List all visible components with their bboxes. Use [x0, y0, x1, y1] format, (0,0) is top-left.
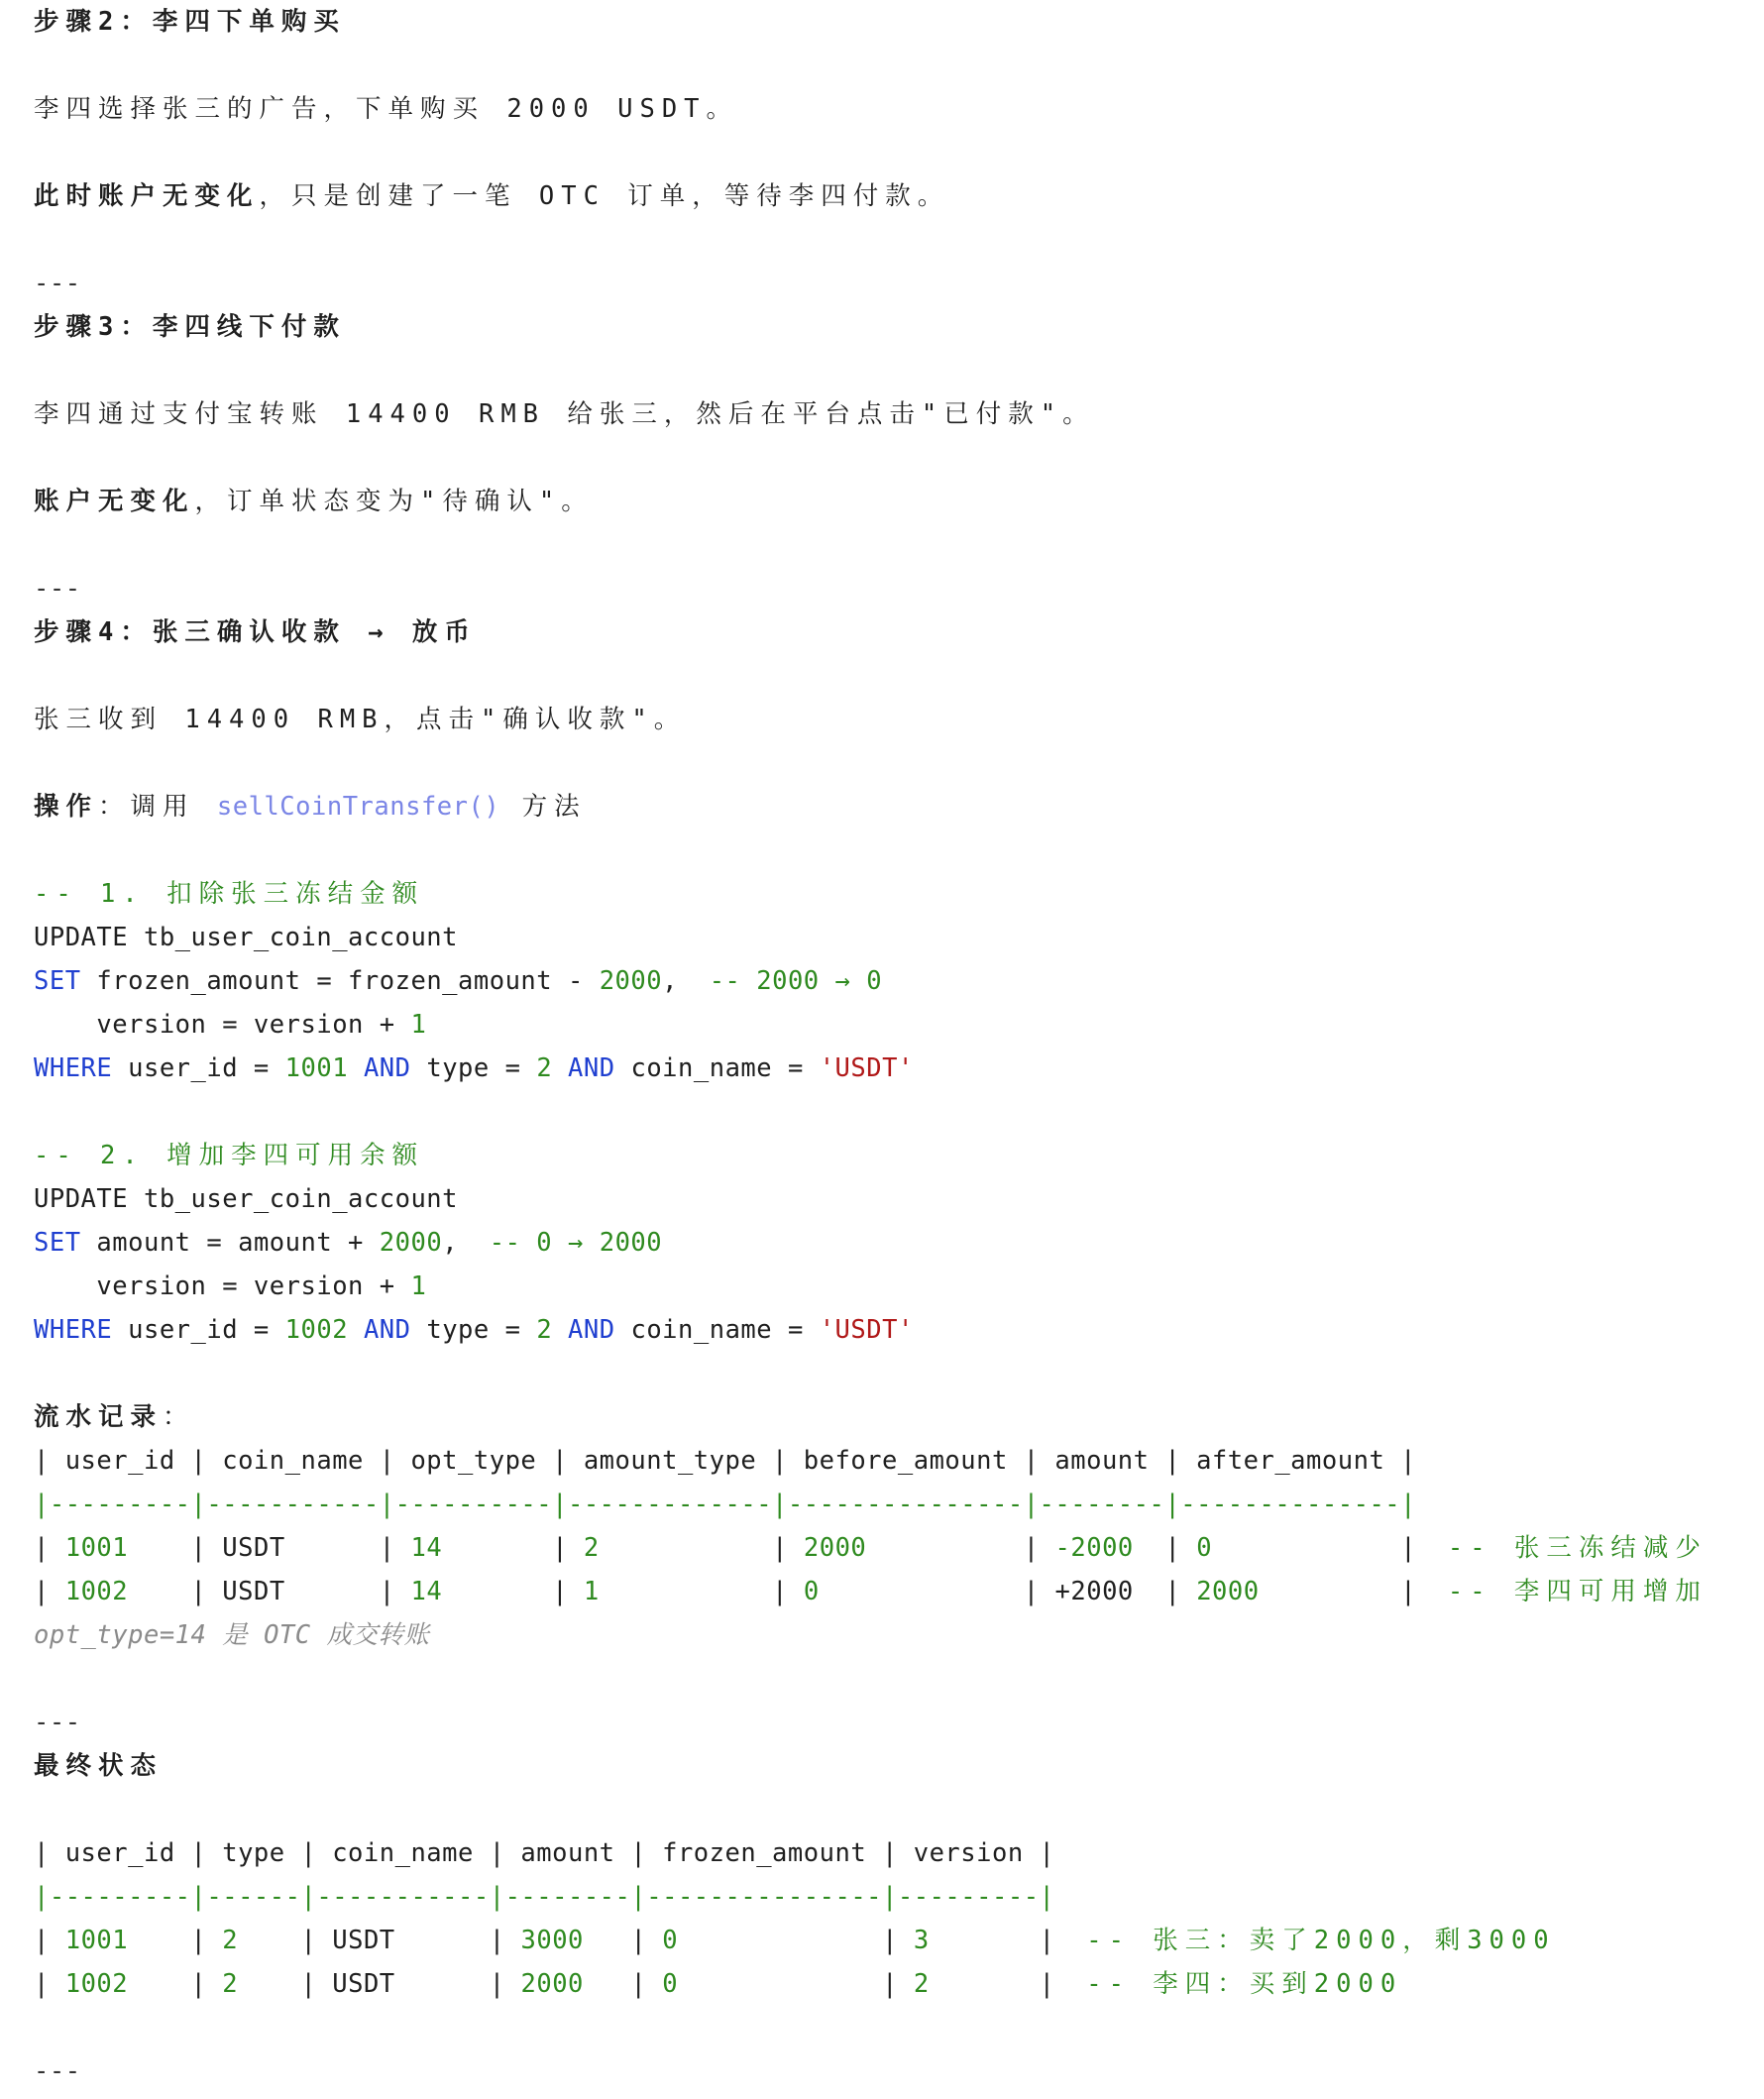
cell-opt-type: 14	[410, 1577, 443, 1606]
operation-mid: ：调用	[98, 792, 217, 822]
sql2-where	[34, 1308, 1764, 1352]
sql-number: 2	[536, 1053, 553, 1083]
cell-amount: 3000	[520, 1926, 584, 1955]
step2-note	[34, 174, 1764, 218]
table-row: | 1001 | USDT | 14 | 2 | 2000 | -2000 | 0 | -- 张三冻结减少	[34, 1533, 1708, 1563]
step2-paragraph: 李四选择张三的广告，下单购买 2000 USDT。	[34, 94, 739, 124]
sql-number: 1001	[284, 1053, 349, 1083]
divider: ---	[34, 2056, 81, 2086]
sql-string: 'USDT'	[819, 1053, 914, 1083]
sql-expr: amount = amount +	[80, 1228, 380, 1258]
table-row: | 1001 | 2 | USDT | 3000 | 0 | 3 | -- 张三：卖了2000，剩3000	[34, 1926, 1556, 1955]
sql1-update: UPDATE tb_user_coin_account	[34, 923, 459, 952]
cell-after-amount: 2000	[1196, 1577, 1260, 1606]
cell-before-amount: 2000	[803, 1533, 867, 1563]
operation-end: 方法	[499, 792, 587, 822]
sql-keyword: SET	[34, 966, 81, 996]
step2-note-rest: ，只是创建了一笔 OTC 订单，等待李四付款。	[259, 181, 950, 211]
sql-keyword: SET	[34, 1228, 81, 1258]
sql-keyword: AND	[363, 1315, 411, 1345]
divider: ---	[34, 269, 81, 298]
cell-before-amount: 0	[803, 1577, 820, 1606]
step4-operation	[34, 785, 1764, 829]
cell-type: 2	[222, 1969, 239, 1999]
cell-frozen-amount: 0	[662, 1969, 679, 1999]
sql-number: 1002	[284, 1315, 349, 1345]
sql-expr: coin_name =	[614, 1053, 820, 1083]
flow-table-header: | user_id | coin_name | opt_type | amount_type | before_amount | amount | after_amount |	[34, 1446, 1417, 1476]
row-comment: -- 张三：卖了2000，剩3000	[1086, 1926, 1556, 1955]
cell-user-id: 1002	[64, 1969, 129, 1999]
sql-expr: user_id =	[112, 1053, 285, 1083]
sql-punct: ,	[442, 1228, 490, 1258]
sql-number: 2000	[379, 1228, 443, 1258]
flow-note: opt_type=14 是 OTC 成交转账	[34, 1620, 430, 1650]
sql-inline-comment: -- 2000 → 0	[709, 966, 883, 996]
sql-number: 2	[536, 1315, 553, 1345]
step3-note-rest: ，订单状态变为"待确认"。	[194, 487, 594, 516]
flow-title-colon: ：	[163, 1402, 189, 1432]
row-comment: -- 李四可用增加	[1447, 1577, 1708, 1606]
cell-type: 2	[222, 1926, 239, 1955]
cell-amount: +2000	[1054, 1577, 1134, 1606]
cell-amount: -2000	[1054, 1533, 1134, 1563]
cell-opt-type: 14	[410, 1533, 443, 1563]
cell-user-id: 1002	[64, 1577, 129, 1606]
operation-label: 操作	[34, 792, 99, 822]
sql-keyword: AND	[568, 1053, 615, 1083]
step4-paragraph: 张三收到 14400 RMB，点击"确认收款"。	[34, 705, 687, 734]
sql2-comment: -- 2. 增加李四可用余额	[34, 1141, 425, 1170]
cell-amount: 2000	[520, 1969, 584, 1999]
sql-number: 1	[410, 1010, 427, 1040]
sql-string: 'USDT'	[819, 1315, 914, 1345]
cell-coin-name: USDT	[332, 1969, 395, 1999]
sql-keyword: WHERE	[34, 1315, 113, 1345]
row-comment: -- 张三冻结减少	[1447, 1533, 1708, 1563]
sql-keyword: AND	[568, 1315, 615, 1345]
flow-title	[34, 1395, 1764, 1439]
divider: ---	[34, 574, 81, 604]
row-comment: -- 李四：买到2000	[1086, 1969, 1403, 1999]
sql2-set	[34, 1221, 1764, 1265]
step3-note-bold: 账户无变化	[34, 487, 195, 516]
sql-punct: ,	[662, 966, 710, 996]
step2-note-bold: 此时账户无变化	[34, 181, 260, 211]
sql2-update: UPDATE tb_user_coin_account	[34, 1184, 459, 1214]
cell-version: 3	[913, 1926, 930, 1955]
cell-amount-type: 1	[583, 1577, 600, 1606]
flow-title-text: 流水记录	[34, 1402, 164, 1432]
sql-expr: version = version +	[34, 1271, 411, 1301]
cell-coin-name: USDT	[222, 1577, 285, 1606]
cell-after-amount: 0	[1196, 1533, 1213, 1563]
cell-user-id: 1001	[64, 1926, 129, 1955]
sql-expr: user_id =	[112, 1315, 285, 1345]
cell-coin-name: USDT	[332, 1926, 395, 1955]
sql1-version	[34, 1003, 1764, 1047]
final-title: 最终状态	[34, 1751, 164, 1781]
sql1-set	[34, 959, 1764, 1003]
divider: ---	[34, 1708, 81, 1737]
sql-keyword: WHERE	[34, 1053, 113, 1083]
sql-expr: version = version +	[34, 1010, 411, 1040]
sql2-version	[34, 1265, 1764, 1308]
step3-heading: 步骤3：李四线下付款	[34, 312, 346, 342]
final-table-separator: |---------|------|-----------|--------|---------------|---------|	[34, 1882, 1055, 1912]
sql-number: 2000	[599, 966, 663, 996]
cell-amount-type: 2	[583, 1533, 600, 1563]
sql1-comment: -- 1. 扣除张三冻结金额	[34, 879, 425, 909]
method-name: sellCoinTransfer()	[216, 792, 500, 822]
sql-expr: coin_name =	[614, 1315, 820, 1345]
sql-expr: type =	[410, 1315, 537, 1345]
sql1-where	[34, 1047, 1764, 1090]
step4-heading: 步骤4：张三确认收款 → 放币	[34, 617, 477, 647]
sql-keyword: AND	[363, 1053, 411, 1083]
sql-expr: frozen_amount = frozen_amount -	[80, 966, 600, 996]
table-row: | 1002 | 2 | USDT | 2000 | 0 | 2 | -- 李四：买到2000	[34, 1969, 1403, 1999]
sql-inline-comment: -- 0 → 2000	[489, 1228, 663, 1258]
step3-paragraph: 李四通过支付宝转账 14400 RMB 给张三，然后在平台点击"已付款"。	[34, 399, 1095, 429]
flow-table-separator: |---------|-----------|----------|-------------|---------------|--------|--------------|	[34, 1490, 1417, 1519]
step2-heading: 步骤2：李四下单购买	[34, 7, 346, 37]
cell-version: 2	[913, 1969, 930, 1999]
cell-coin-name: USDT	[222, 1533, 285, 1563]
cell-user-id: 1001	[64, 1533, 129, 1563]
sql-number: 1	[410, 1271, 427, 1301]
final-table-header: | user_id | type | coin_name | amount | frozen_amount | version |	[34, 1838, 1055, 1868]
step3-note	[34, 480, 1764, 523]
sql-expr: type =	[410, 1053, 537, 1083]
cell-frozen-amount: 0	[662, 1926, 679, 1955]
table-row: | 1002 | USDT | 14 | 1 | 0 | +2000 | 2000 | -- 李四可用增加	[34, 1577, 1708, 1606]
